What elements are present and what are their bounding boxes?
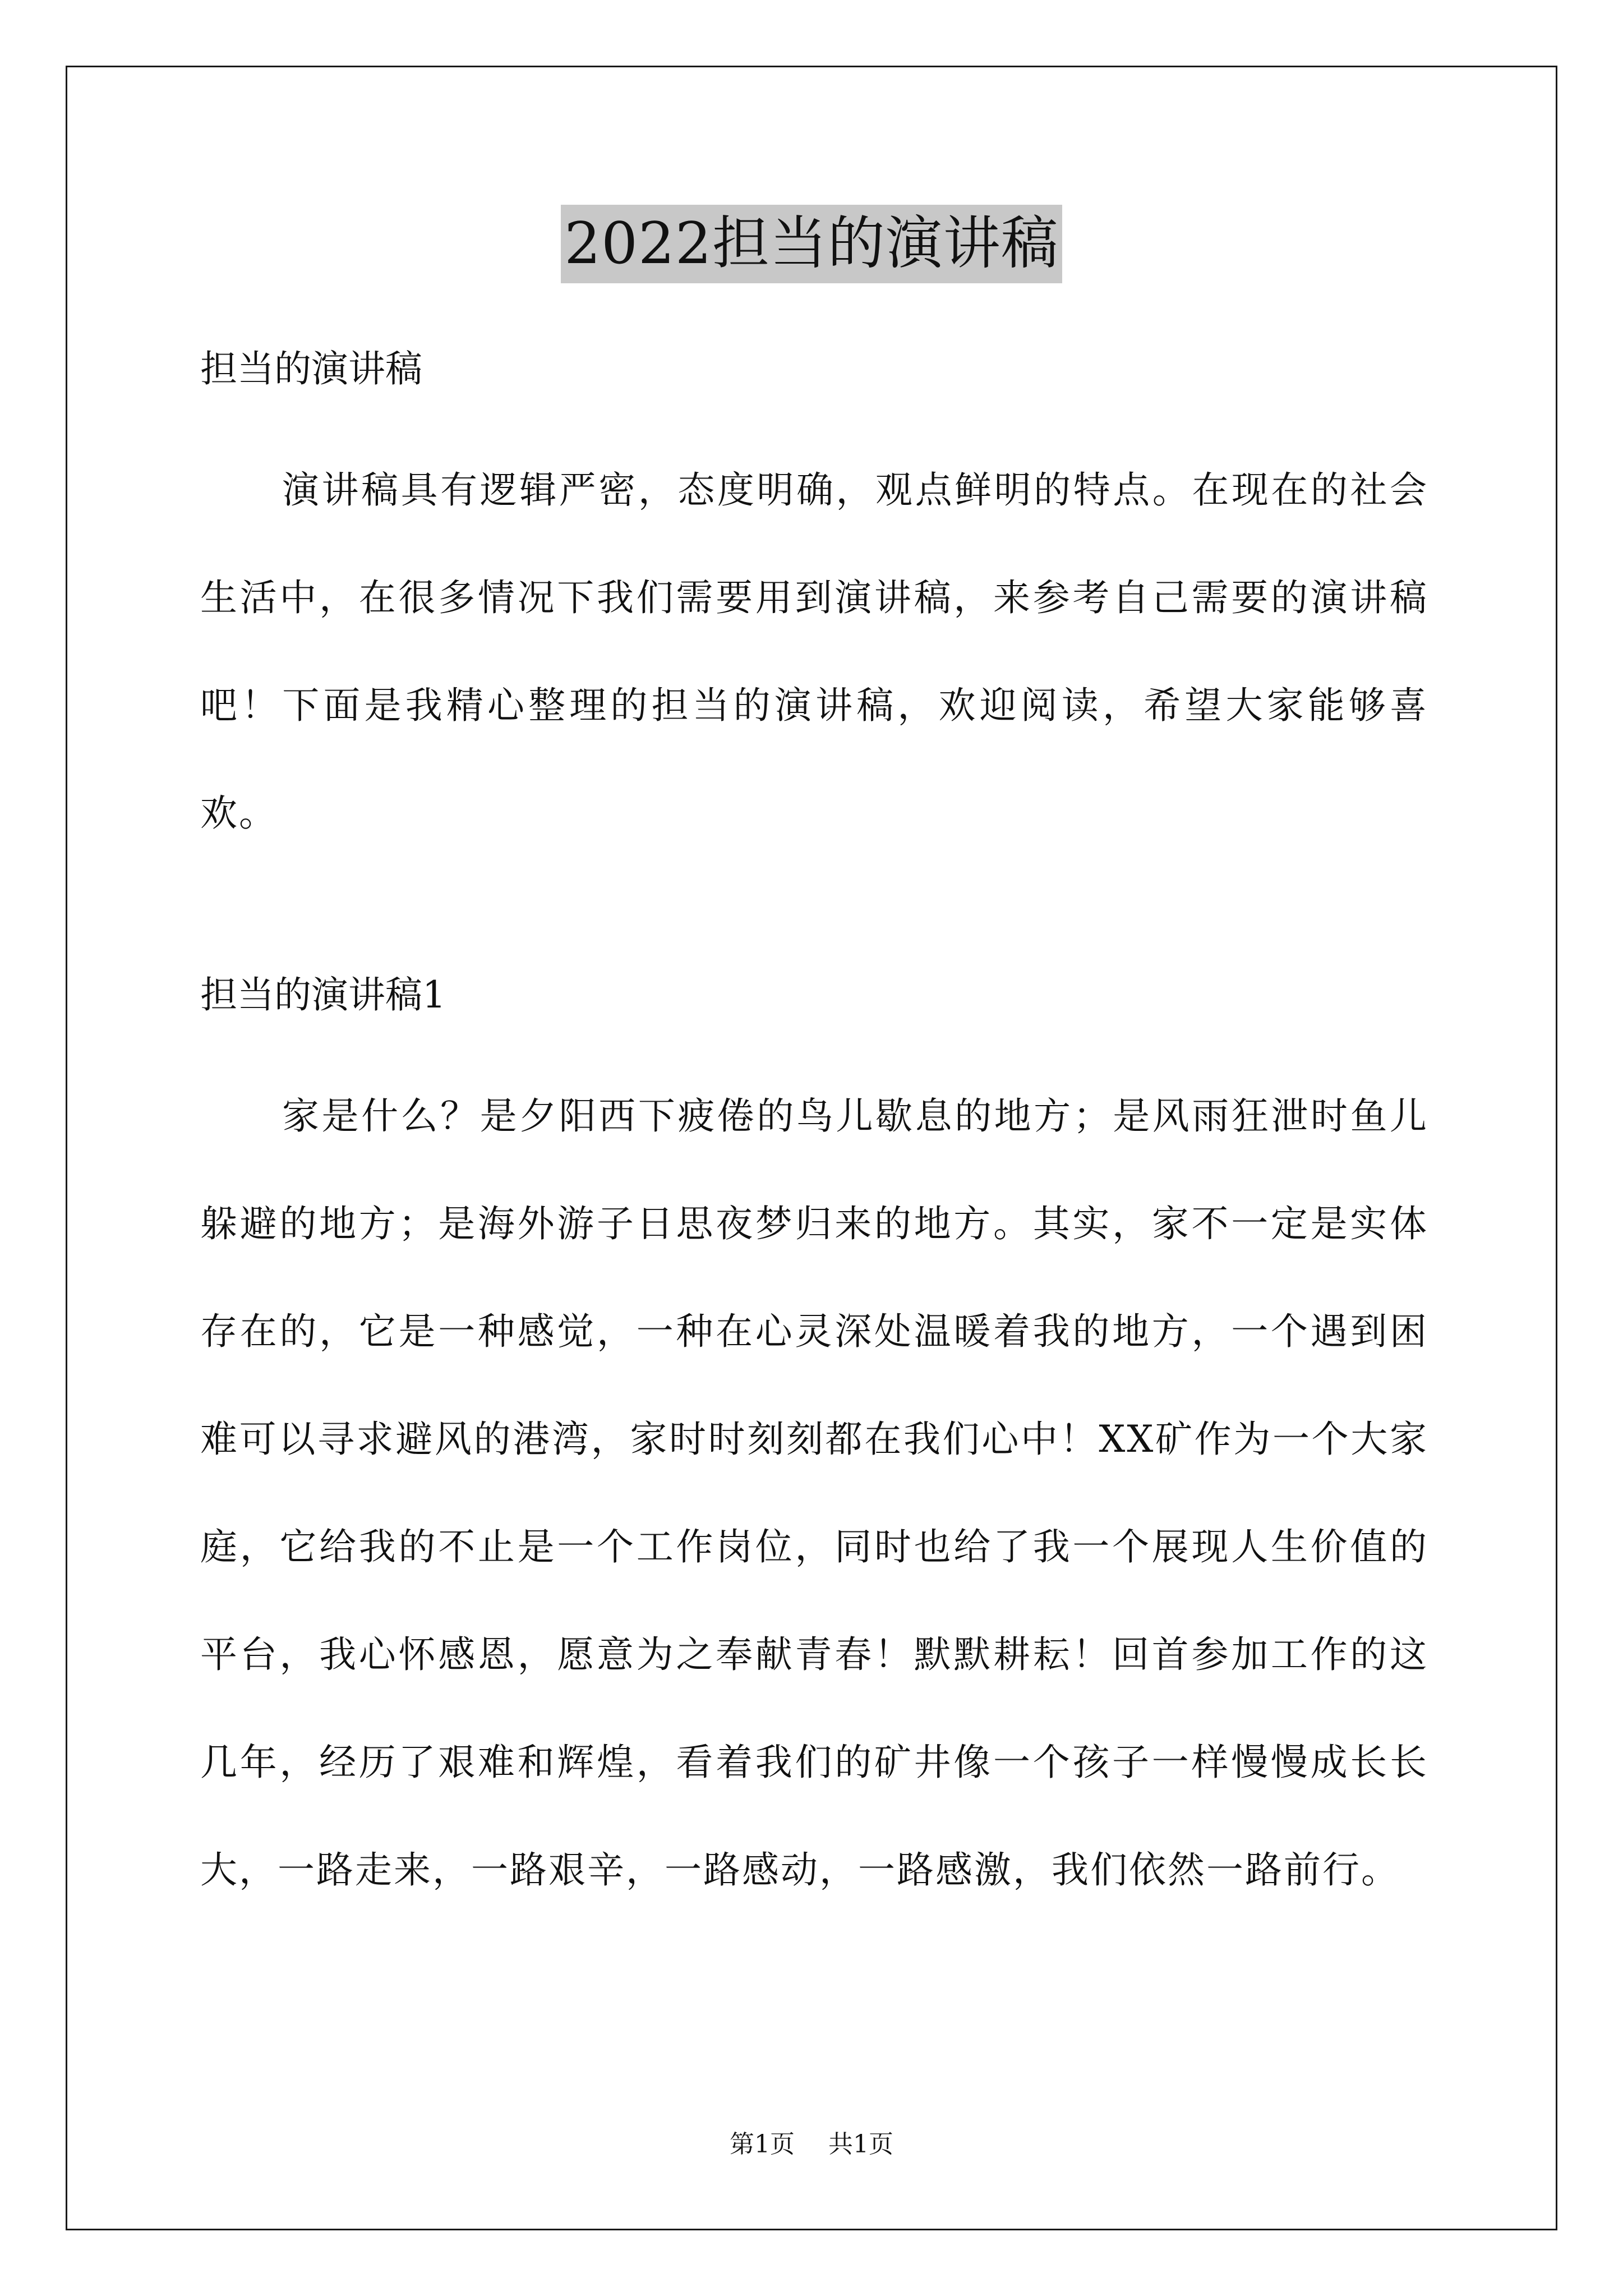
section-heading: 担当的演讲稿1 — [200, 973, 446, 1016]
document-title: 2022担当的演讲稿 — [561, 205, 1062, 283]
spacer — [200, 867, 1428, 963]
document-body — [200, 337, 1428, 1924]
page-number-current: 第1页 — [730, 2130, 795, 2159]
spacer — [200, 402, 1428, 436]
title-block — [0, 205, 1623, 283]
spacer — [200, 1028, 1428, 1062]
section-paragraph: 家是什么？是夕阳西下疲倦的鸟儿歇息的地方；是风雨狂泄时鱼儿躲避的地方；是海外游子日思夜梦归来的地方。其实，家不一定是实体存在的，它是一种感觉，一种在心灵深处温暖着我的地方，一个遇到困难可以寻求避风的港湾，家时时刻刻都在我们心中！XX矿作为一个大家庭，它给我的不止是一个工作岗位，同时也给了我一个展现人生价值的平台，我心怀感恩，愿意为之奉献青春！默默耕耘！回首参加工作的这几年，经历了艰难和辉煌，看着我们的矿井像一个孩子一样慢慢成长长大，一路走来，一路艰辛，一路感动，一路感激，我们依然一路前行。 — [200, 1094, 1428, 1892]
page-number-total: 共1页 — [828, 2130, 893, 2159]
intro-paragraph: 演讲稿具有逻辑严密，态度明确，观点鲜明的特点。在现在的社会生活中，在很多情况下我们需要用到演讲稿，来参考自己需要的演讲稿吧！下面是我精心整理的担当的演讲稿，欢迎阅读，希望大家能够喜欢。 — [200, 468, 1428, 835]
intro-heading: 担当的演讲稿 — [200, 347, 422, 390]
page-footer — [0, 2128, 1623, 2161]
